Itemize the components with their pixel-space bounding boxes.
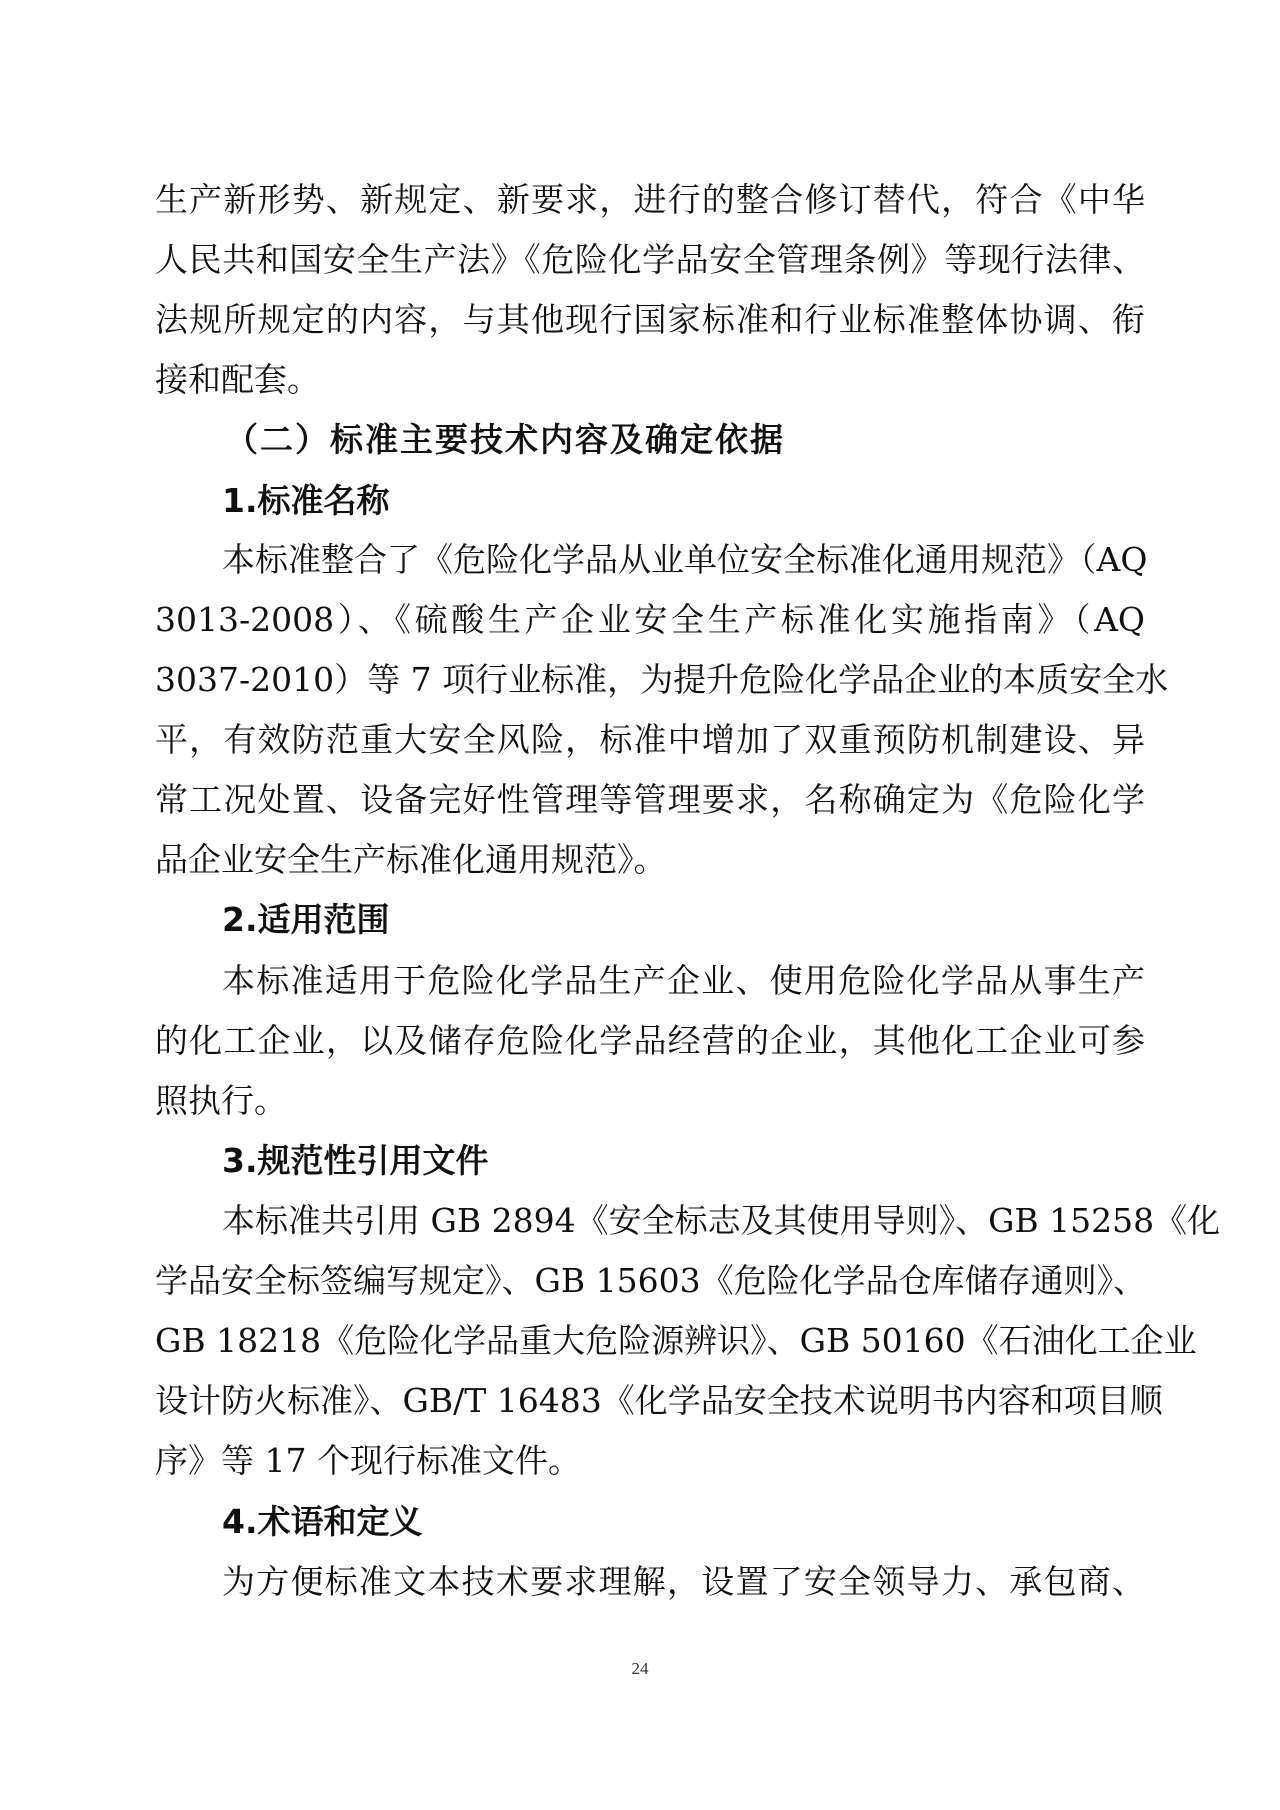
- section-heading: （二）标准主要技术内容及确定依据: [225, 420, 785, 459]
- paragraph-line: 的化工企业，以及储存危险化学品经营的企业，其他化工企业可参: [155, 1021, 1145, 1060]
- subsection-heading-3: 3.规范性引用文件: [222, 1141, 489, 1180]
- paragraph-line: 序》等 17 个现行标准文件。: [155, 1441, 581, 1480]
- paragraph-line: 接和配套。: [155, 360, 320, 399]
- page-number: 24: [631, 1659, 649, 1678]
- paragraph-line: 照执行。: [155, 1081, 287, 1120]
- paragraph-line: 平，有效防范重大安全风险，标准中增加了双重预防机制建设、异: [155, 720, 1145, 759]
- paragraph-line: 法规所规定的内容，与其他现行国家标准和行业标准整体协调、衔: [155, 300, 1145, 339]
- subsection-heading-2: 2.适用范围: [222, 900, 390, 939]
- paragraph-line: 为方便标准文本技术要求理解，设置了安全领导力、承包商、: [222, 1562, 1145, 1601]
- paragraph-line: 常工况处置、设备完好性管理等管理要求，名称确定为《危险化学: [155, 780, 1145, 819]
- paragraph-line: 生产新形势、新规定、新要求，进行的整合修订替代，符合《中华: [155, 180, 1145, 219]
- paragraph-line: 人民共和国安全生产法》《危险化学品安全管理条例》等现行法律、: [155, 240, 1145, 279]
- paragraph-line: 3037-2010）等 7 项行业标准，为提升危险化学品企业的本质安全水: [155, 660, 1169, 699]
- paragraph-line: 设计防火标准》、GB/T 16483《化学品安全技术说明书内容和项目顺: [155, 1381, 1163, 1420]
- paragraph-line: 本标准共引用 GB 2894《安全标志及其使用导则》、GB 15258《化: [222, 1201, 1221, 1240]
- paragraph-line: 本标准适用于危险化学品生产企业、使用危险化学品从事生产: [222, 961, 1145, 1000]
- paragraph-line: 本标准整合了《危险化学品从业单位安全标准化通用规范》（AQ: [222, 540, 1148, 579]
- paragraph-line: GB 18218《危险化学品重大危险源辨识》、GB 50160《石油化工企业: [155, 1321, 1197, 1360]
- paragraph-line: 3013-2008）、《硫酸生产企业安全生产标准化实施指南》（AQ: [155, 600, 1145, 639]
- paragraph-line: 学品安全标签编写规定》、GB 15603《危险化学品仓库储存通则》、: [155, 1261, 1147, 1300]
- paragraph-line: 品企业安全生产标准化通用规范》。: [155, 840, 667, 879]
- subsection-heading-4: 4.术语和定义: [222, 1502, 423, 1541]
- subsection-heading-1: 1.标准名称: [222, 481, 390, 520]
